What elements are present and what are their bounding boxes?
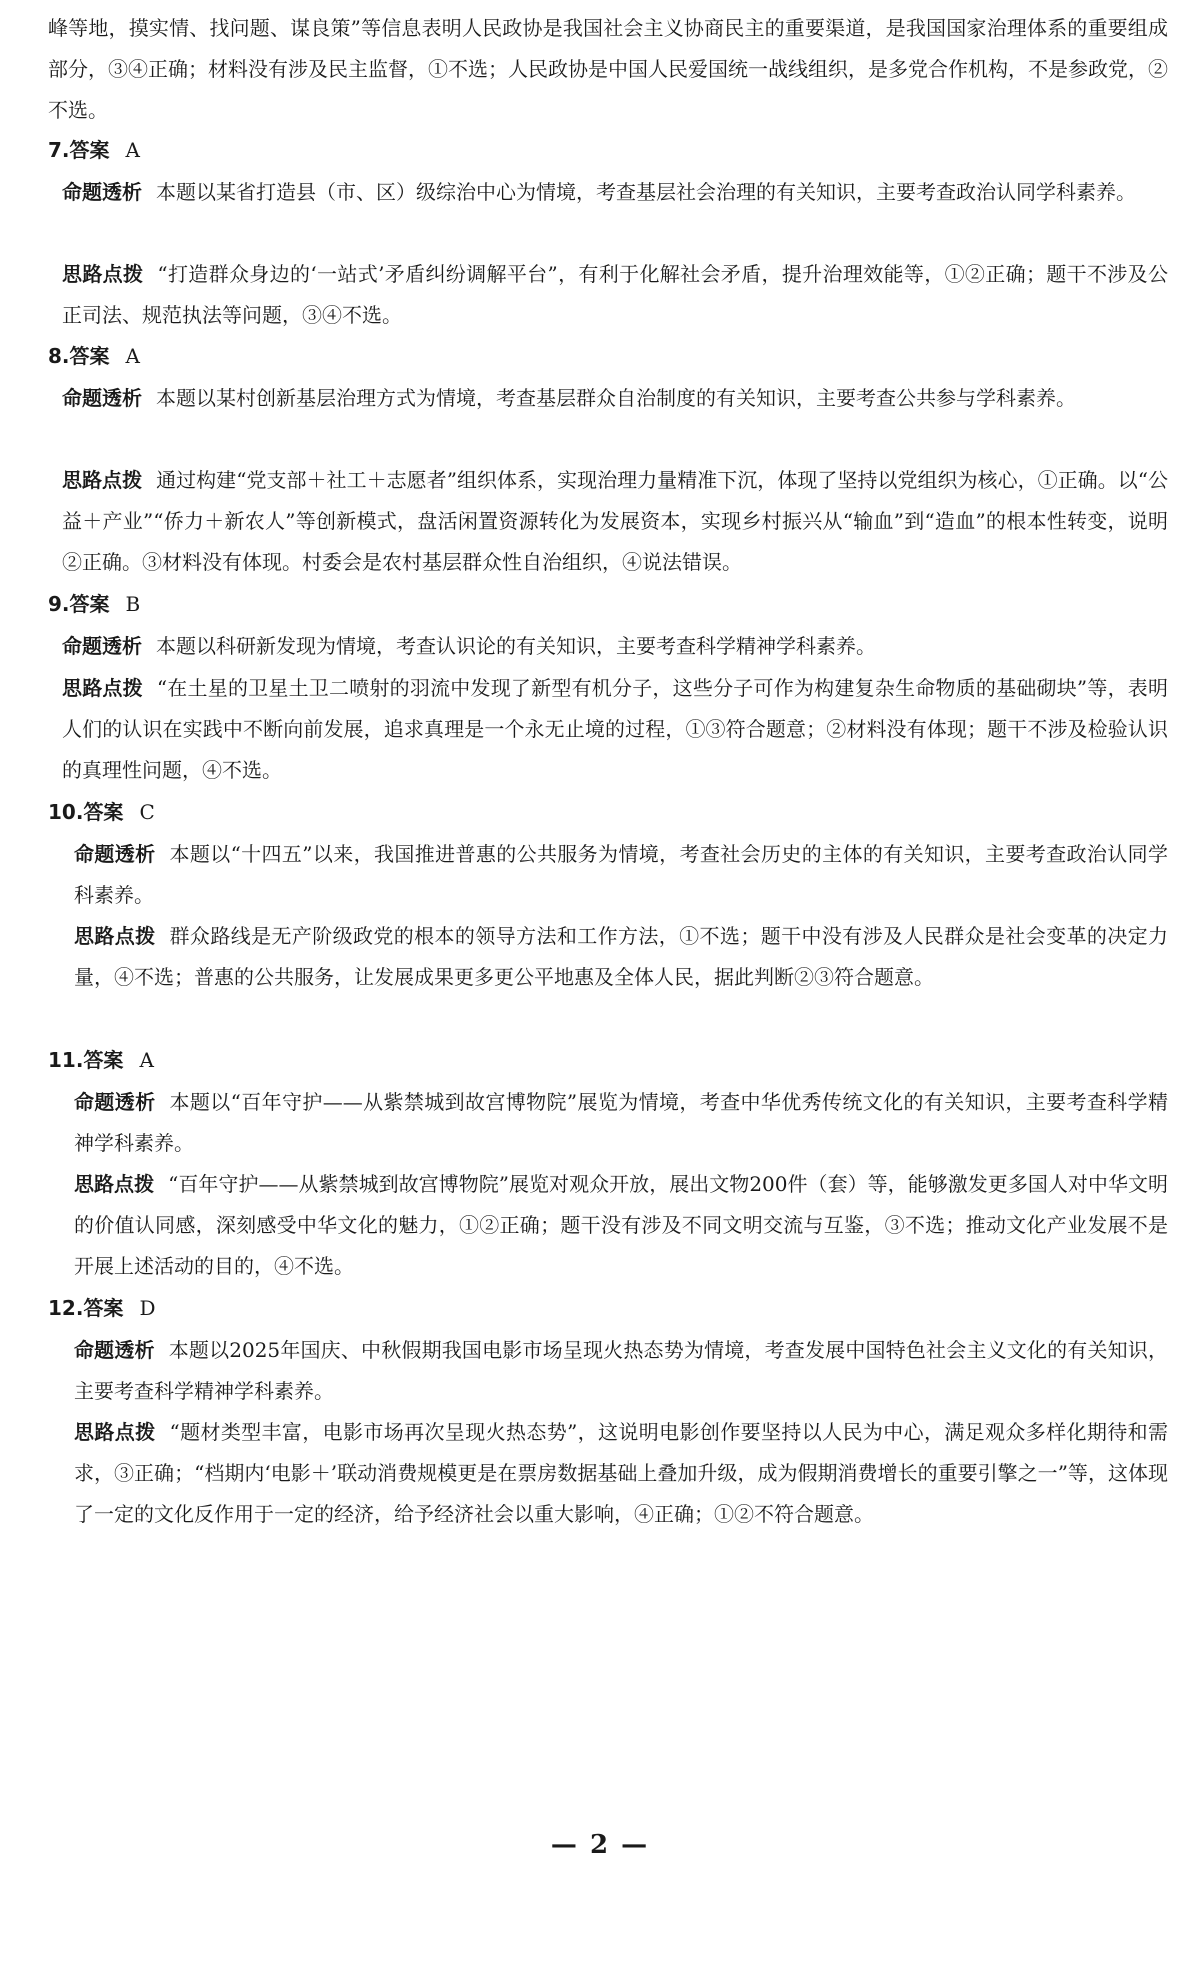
hint-text: “题材类型丰富，电影市场再次呈现火热态势”，这说明电影创作要坚持以人民为中心，满足观众多样化期待和需求，③正确；“档期内‘电影＋’联动消费规模更是在票房数据基础上叠加升级，成为假期消费增长的重要引擎之一”等，这体现了一定的文化反作用于一定的经济，给予经济社会以重大影响，④正确；①②不符合题意。 — [74, 1420, 1169, 1526]
hint-text: “打造群众身边的‘一站式’矛盾纠纷调解平台”，有利于化解社会矛盾，提升治理效能等，①②正确；题干不涉及公正司法、规范执法等问题，③④不选。 — [62, 262, 1168, 327]
analysis-label: 命题透析 — [74, 1090, 156, 1114]
analysis-text: 本题以“十四五”以来，我国推进普惠的公共服务为情境，考查社会历史的主体的有关知识，主要考查政治认同学科素养。 — [74, 842, 1169, 907]
answer-label: 答案 — [83, 1296, 124, 1320]
hint-label: 思路点拨 — [74, 1420, 156, 1444]
analysis-paragraph-10 — [74, 834, 1168, 916]
item-number: 12. — [48, 1296, 84, 1320]
hint-paragraph-8 — [62, 460, 1168, 583]
item-number: 8. — [48, 344, 70, 368]
hint-label: 思路点拨 — [62, 262, 144, 286]
hint-label: 思路点拨 — [74, 1172, 155, 1196]
analysis-text: 本题以某村创新基层治理方式为情境，考查基层群众自治制度的有关知识，主要考查公共参与学科素养。 — [156, 386, 1076, 410]
hint-text: “百年守护——从紫禁城到故宫博物院”展览对观众开放，展出文物200件（套）等，能够激发更多国人对中华文明的价值认同感，深刻感受中华文化的魅力，①②正确；题干没有涉及不同文明交流与互鉴，③不选；推动文化产业发展不是开展上述活动的目的，④不选。 — [74, 1172, 1169, 1278]
analysis-label: 命题透析 — [74, 1338, 155, 1362]
answer-letter: A — [125, 344, 140, 368]
answer-item-9 — [48, 584, 1168, 625]
answer-label: 答案 — [69, 138, 110, 162]
page-number: — 2 — — [550, 1830, 650, 1860]
hint-text: “在土星的卫星土卫二喷射的羽流中发现了新型有机分子，这些分子可作为构建复杂生命物质的基础砌块”等，表明人们的认识在实践中不断向前发展，追求真理是一个永无止境的过程，①③符合题意；②材料没有体现；题干不涉及检验认识的真理性问题，④不选。 — [62, 676, 1168, 782]
hint-label: 思路点拨 — [62, 468, 143, 492]
analysis-label: 命题透析 — [62, 386, 142, 410]
answer-item-7 — [48, 130, 1168, 171]
answer-item-8 — [48, 336, 1168, 377]
analysis-text: 本题以“百年守护——从紫禁城到故宫博物院”展览为情境，考查中华优秀传统文化的有关知识，主要考查科学精神学科素养。 — [74, 1090, 1169, 1155]
item-number: 10. — [48, 800, 84, 824]
answer-letter: A — [139, 1048, 154, 1072]
hint-paragraph-12 — [74, 1412, 1168, 1535]
analysis-text: 本题以科研新发现为情境，考查认识论的有关知识，主要考查科学精神学科素养。 — [156, 634, 876, 658]
analysis-paragraph-7 — [62, 172, 1168, 213]
answer-item-12 — [48, 1288, 1168, 1329]
analysis-paragraph-12 — [74, 1330, 1168, 1412]
hint-label: 思路点拨 — [62, 676, 143, 700]
answer-item-10 — [48, 792, 1168, 833]
hint-paragraph-11 — [74, 1164, 1168, 1287]
intro-paragraph — [48, 8, 1168, 131]
answer-letter: C — [139, 800, 155, 824]
answer-label: 答案 — [83, 800, 124, 824]
answer-letter: B — [125, 592, 141, 616]
analysis-paragraph-9 — [62, 626, 1168, 667]
intro-text: 峰等地，摸实情、找问题、谋良策”等信息表明人民政协是我国社会主义协商民主的重要渠道，是我国国家治理体系的重要组成部分，③④正确；材料没有涉及民主监督，①不选；人民政协是中国人民爱国统一战线组织，是多党合作机构，不是参政党，②不选。 — [48, 16, 1168, 122]
analysis-label: 命题透析 — [62, 180, 142, 204]
answer-item-11 — [48, 1040, 1168, 1081]
hint-paragraph-9 — [62, 668, 1168, 791]
analysis-label: 命题透析 — [62, 634, 142, 658]
item-number: 9. — [48, 592, 70, 616]
answer-label: 答案 — [69, 344, 110, 368]
hint-paragraph-10 — [74, 916, 1168, 998]
analysis-text: 本题以2025年国庆、中秋假期我国电影市场呈现火热态势为情境，考查发展中国特色社会主义文化的有关知识，主要考查科学精神学科素养。 — [74, 1338, 1168, 1403]
hint-paragraph-7 — [62, 254, 1168, 336]
hint-text: 群众路线是无产阶级政党的根本的领导方法和工作方法，①不选；题干中没有涉及人民群众是社会变革的决定力量，④不选；普惠的公共服务，让发展成果更多更公平地惠及全体人民，据此判断②③符合题意。 — [74, 924, 1169, 989]
answer-label: 答案 — [83, 1048, 124, 1072]
analysis-paragraph-11 — [74, 1082, 1168, 1164]
hint-text: 通过构建“党支部＋社工＋志愿者”组织体系，实现治理力量精准下沉，体现了坚持以党组织为核心，①正确。以“公益＋产业”“侨力＋新农人”等创新模式，盘活闲置资源转化为发展资本，实现乡村振兴从“输血”到“造血”的根本性转变，说明②正确。③材料没有体现。村委会是农村基层群众性自治组织，④说法错误。 — [62, 468, 1168, 574]
answer-letter: D — [139, 1296, 156, 1320]
answer-letter: A — [125, 138, 140, 162]
analysis-label: 命题透析 — [74, 842, 156, 866]
hint-label: 思路点拨 — [74, 924, 156, 948]
analysis-text: 本题以某省打造县（市、区）级综治中心为情境，考查基层社会治理的有关知识，主要考查政治认同学科素养。 — [156, 180, 1136, 204]
answer-label: 答案 — [69, 592, 110, 616]
item-number: 7. — [48, 138, 70, 162]
item-number: 11. — [48, 1048, 84, 1072]
analysis-paragraph-8 — [62, 378, 1168, 419]
